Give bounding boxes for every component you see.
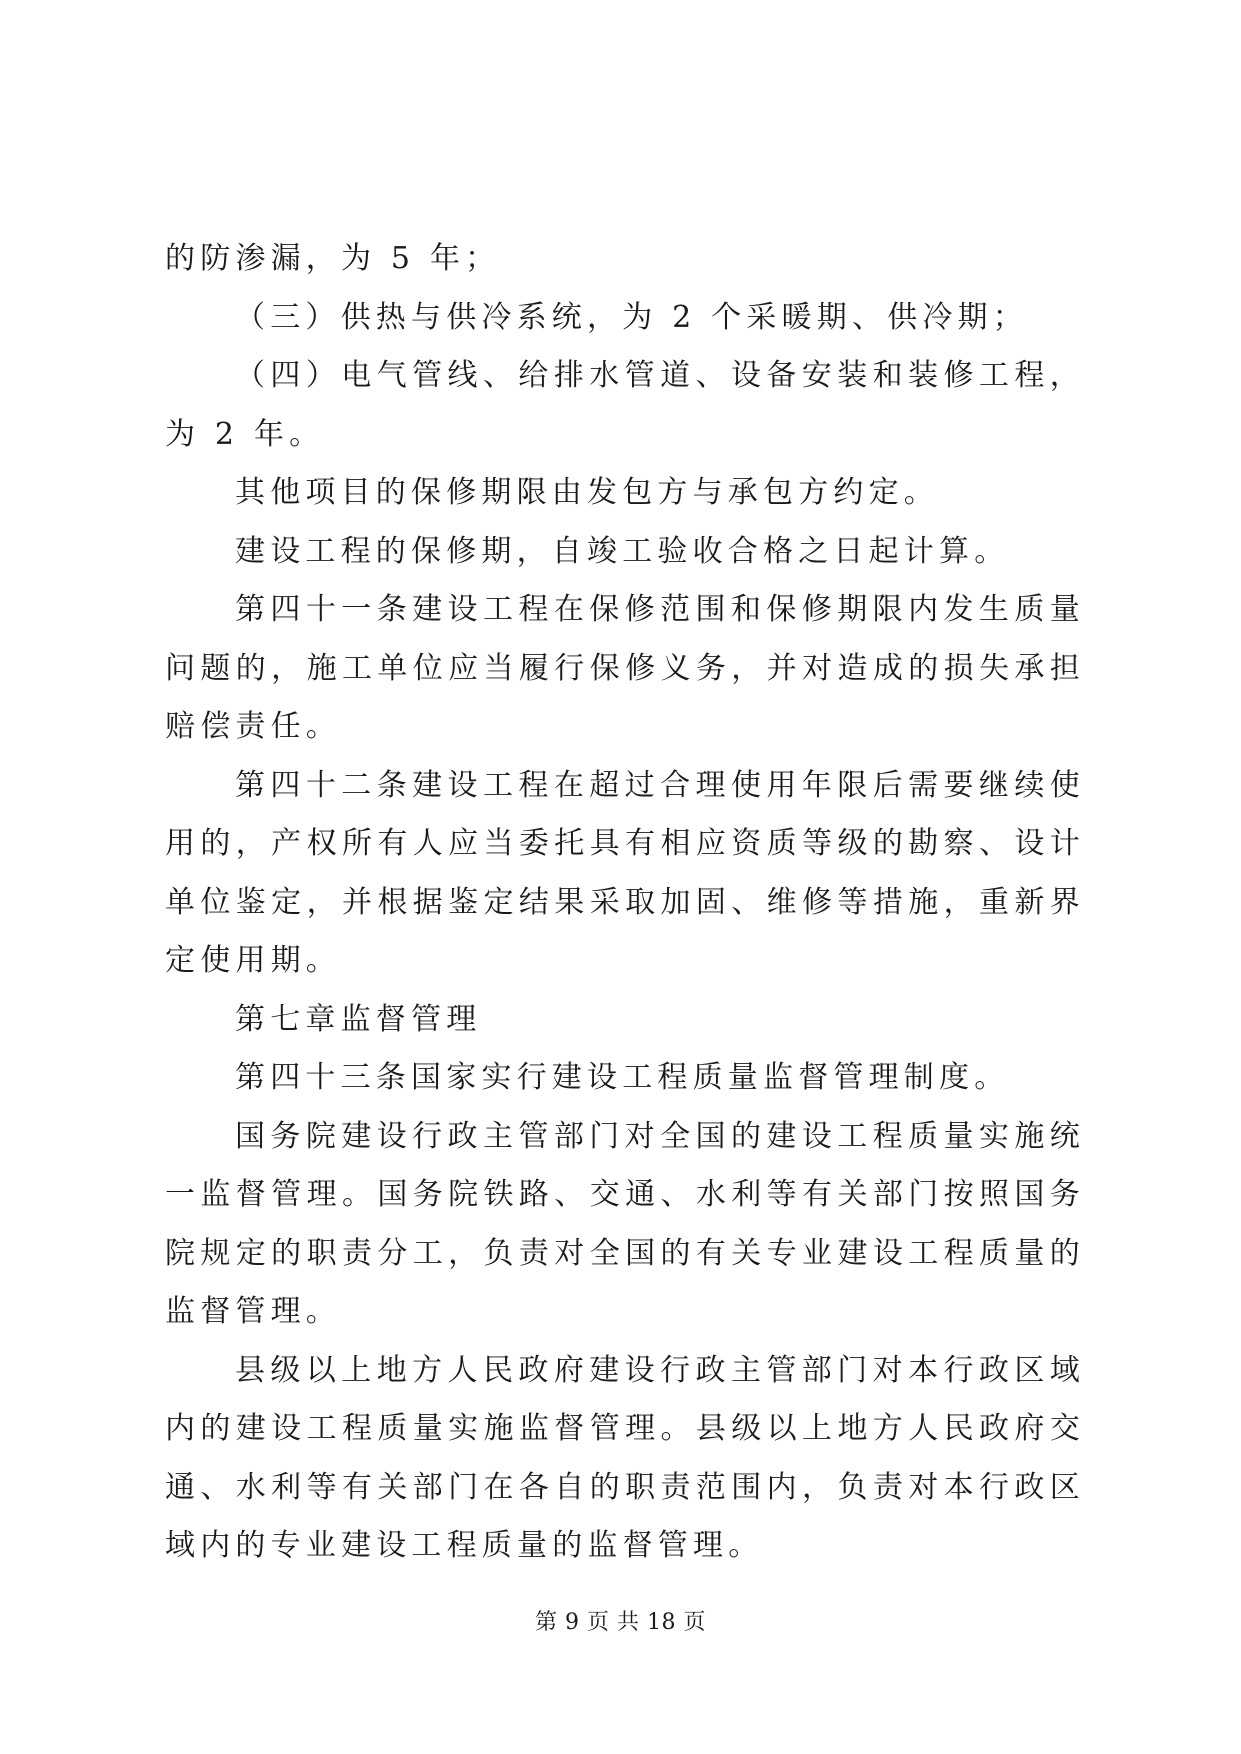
paragraph-warranty-start: 建设工程的保修期，自竣工验收合格之日起计算。	[235, 533, 1010, 569]
paragraph-other-items: 其他项目的保修期限由发包方与承包方约定。	[235, 475, 939, 510]
page-number-footer: 第 9 页 共 18 页	[535, 1610, 706, 1635]
paragraph-warranty-leak: 的防渗漏，为 5 年；	[165, 241, 501, 276]
paragraph-heating-cooling: （三）供热与供冷系统，为 2 个采暖期、供冷期；	[235, 299, 1028, 335]
paragraph-county-level: 县级以上地方人民政府建设行政主管部门对本行政区域内的建设工程质量实施监督管理。县级以上地方人民政府交通、水利等有关部门在各自的职责范围内，负责对本行政区域内的专业建设工程质量的监督管理。	[165, 1352, 1085, 1563]
paragraph-article-42: 第四十二条建设工程在超过合理使用年限后需要继续使用的，产权所有人应当委托具有相应资质等级的勘察、设计单位鉴定，并根据鉴定结果采取加固、维修等措施，重新界定使用期。	[165, 767, 1085, 978]
paragraph-electrical: （四）电气管线、给排水管道、设备安装和装修工程，为 2 年。	[165, 358, 1085, 452]
paragraph-state-council: 国务院建设行政主管部门对全国的建设工程质量实施统一监督管理。国务院铁路、交通、水利等有关部门按照国务院规定的职责分工，负责对全国的有关专业建设工程质量的监督管理。	[165, 1118, 1085, 1329]
chapter-heading: 第七章监督管理	[235, 1001, 482, 1037]
document-body	[165, 230, 1085, 1576]
paragraph-article-41: 第四十一条建设工程在保修范围和保修期限内发生质量问题的，施工单位应当履行保修义务，并对造成的损失承担赔偿责任。	[165, 592, 1085, 744]
paragraph-article-43: 第四十三条国家实行建设工程质量监督管理制度。	[235, 1060, 1010, 1095]
